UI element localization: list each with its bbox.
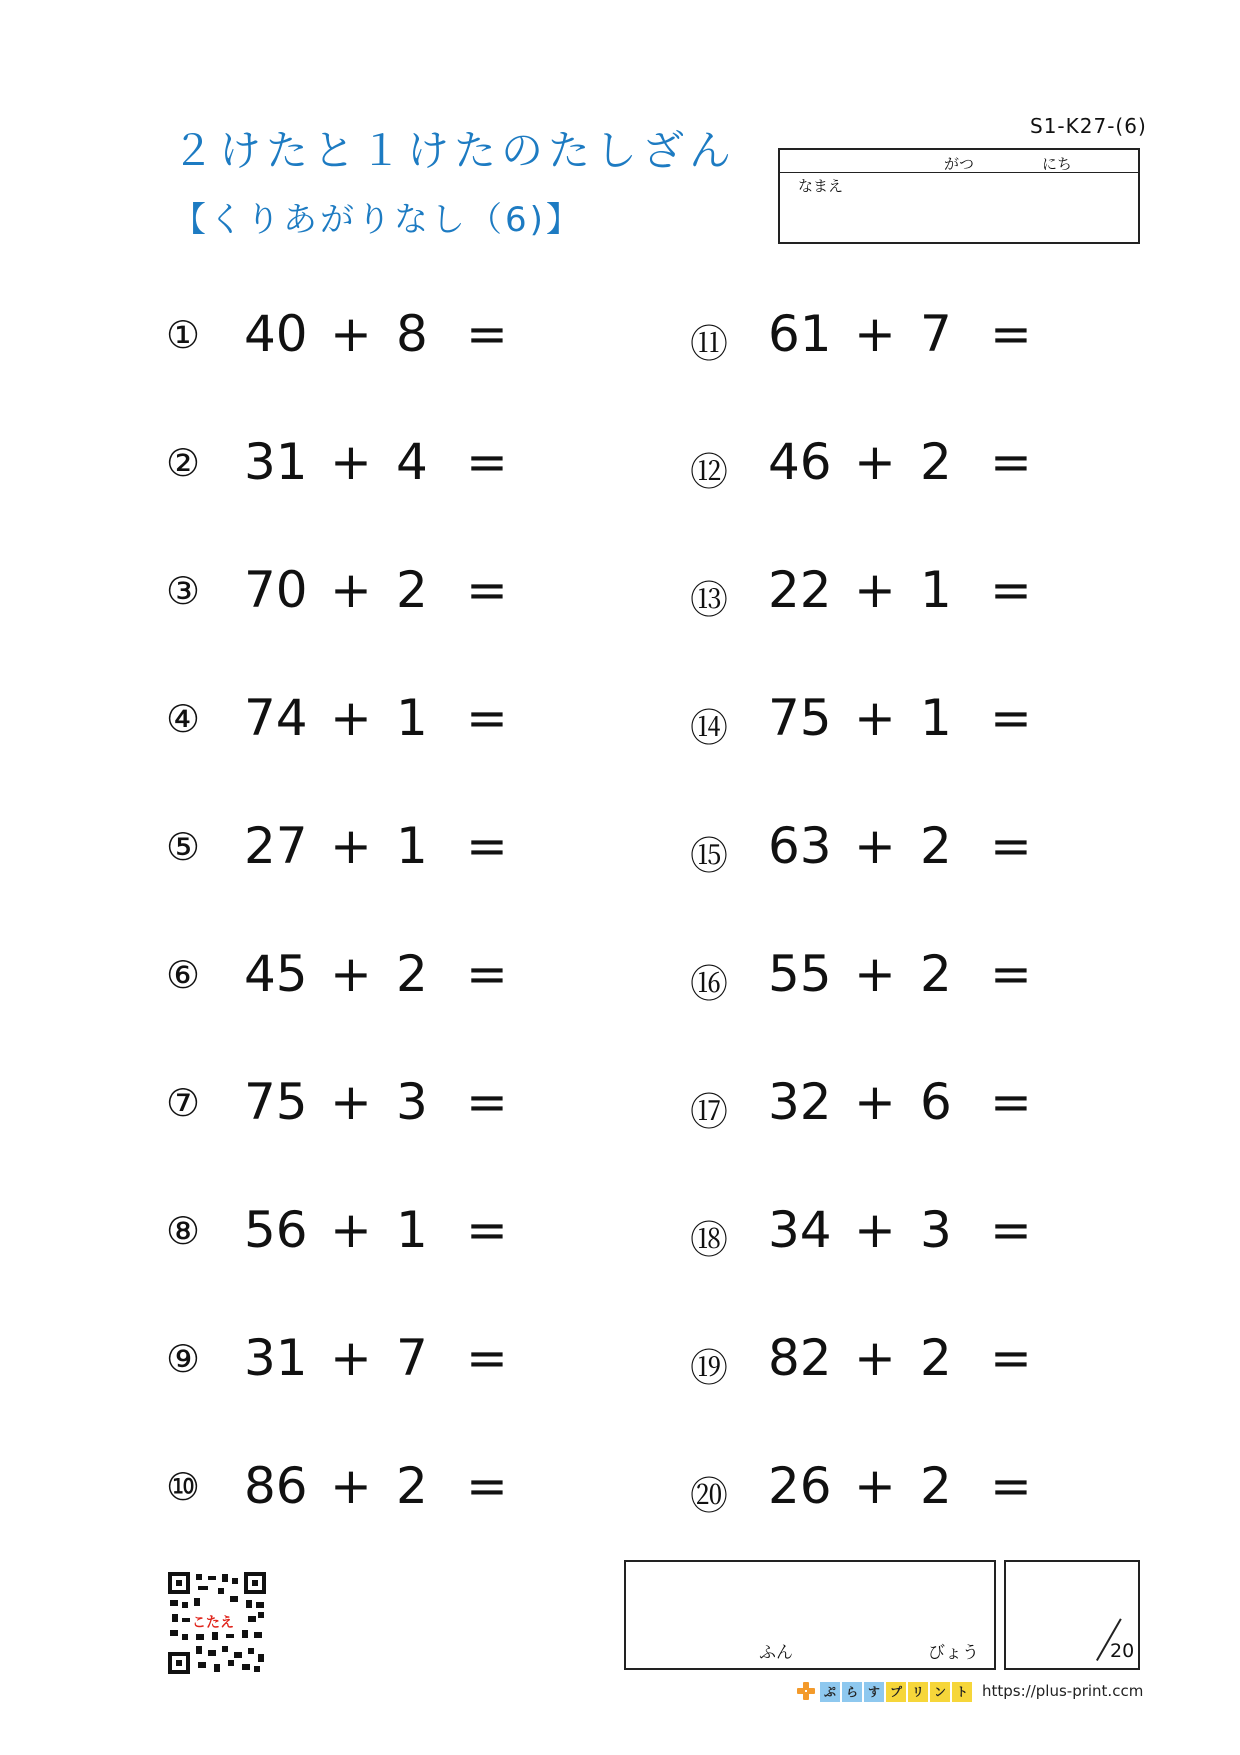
equals-sign: = xyxy=(466,1073,508,1131)
seconds-label: びょう xyxy=(928,1643,979,1663)
equals-sign: = xyxy=(990,1329,1032,1387)
equals-sign: = xyxy=(466,689,508,747)
first-addend: 63 xyxy=(768,817,832,875)
plus-sign: + xyxy=(330,1201,372,1259)
plus-sign: + xyxy=(330,689,372,747)
problem-number: ⑦ xyxy=(166,1081,201,1125)
first-addend: 22 xyxy=(768,561,832,619)
problem-number: ⑲ xyxy=(690,1346,729,1390)
logo-tile: す xyxy=(864,1682,884,1702)
equals-sign: = xyxy=(466,305,508,363)
problem-number: ⑬ xyxy=(690,578,729,622)
second-addend: 3 xyxy=(396,1073,428,1131)
plus-sign: + xyxy=(854,1073,896,1131)
second-addend: 2 xyxy=(920,433,952,491)
name-label: なまえ xyxy=(798,177,844,195)
first-addend: 61 xyxy=(768,305,832,363)
first-addend: 31 xyxy=(244,1329,308,1387)
logo-tile: ぷ xyxy=(820,1682,840,1702)
plus-sign: + xyxy=(854,1201,896,1259)
second-addend: 2 xyxy=(396,1457,428,1515)
logo-tile: リ xyxy=(908,1682,928,1702)
problem-number: ⑮ xyxy=(690,834,729,878)
equals-sign: = xyxy=(990,561,1032,619)
problem-number: ① xyxy=(166,313,201,357)
plus-sign: + xyxy=(330,561,372,619)
first-addend: 56 xyxy=(244,1201,308,1259)
problem-number: ⑰ xyxy=(690,1090,729,1134)
second-addend: 2 xyxy=(920,1329,952,1387)
first-addend: 55 xyxy=(768,945,832,1003)
equals-sign: = xyxy=(990,689,1032,747)
page-subtitle: 【くりあがりなし（6)】 xyxy=(172,200,583,240)
first-addend: 34 xyxy=(768,1201,832,1259)
equals-sign: = xyxy=(466,817,508,875)
problem-number: ③ xyxy=(166,569,201,613)
equals-sign: = xyxy=(466,561,508,619)
second-addend: 2 xyxy=(920,817,952,875)
first-addend: 45 xyxy=(244,945,308,1003)
first-addend: 75 xyxy=(244,1073,308,1131)
problem-number: ⑩ xyxy=(166,1465,201,1509)
equals-sign: = xyxy=(466,433,508,491)
worksheet-code: S1-K27-(6) xyxy=(1030,114,1147,138)
equals-sign: = xyxy=(990,1457,1032,1515)
score-total: 20 xyxy=(1110,1640,1135,1662)
logo-tile: ら xyxy=(842,1682,862,1702)
plus-sign: + xyxy=(854,689,896,747)
plus-sign: + xyxy=(330,945,372,1003)
first-addend: 75 xyxy=(768,689,832,747)
logo-tile: ン xyxy=(930,1682,950,1702)
plus-sign: + xyxy=(330,817,372,875)
first-addend: 82 xyxy=(768,1329,832,1387)
second-addend: 2 xyxy=(396,561,428,619)
equals-sign: = xyxy=(990,1073,1032,1131)
plus-sign: + xyxy=(854,1457,896,1515)
plus-sign: + xyxy=(330,433,372,491)
second-addend: 2 xyxy=(920,1457,952,1515)
first-addend: 26 xyxy=(768,1457,832,1515)
plus-sign: + xyxy=(330,1073,372,1131)
page-title: ２けたと１けたのたしざん xyxy=(172,126,737,175)
name-date-box[interactable] xyxy=(778,148,1140,244)
second-addend: 4 xyxy=(396,433,428,491)
answer-qr-label: こたえ xyxy=(190,1612,236,1632)
plus-sign: + xyxy=(854,945,896,1003)
second-addend: 3 xyxy=(920,1201,952,1259)
plus-sign: + xyxy=(854,561,896,619)
equals-sign: = xyxy=(990,817,1032,875)
second-addend: 1 xyxy=(920,561,952,619)
equals-sign: = xyxy=(990,305,1032,363)
first-addend: 31 xyxy=(244,433,308,491)
equals-sign: = xyxy=(466,1201,508,1259)
equals-sign: = xyxy=(990,433,1032,491)
problem-number: ⑭ xyxy=(690,706,729,750)
second-addend: 2 xyxy=(920,945,952,1003)
month-label: がつ xyxy=(944,155,975,173)
problem-number: ② xyxy=(166,441,201,485)
first-addend: 40 xyxy=(244,305,308,363)
first-addend: 70 xyxy=(244,561,308,619)
plus-sign: + xyxy=(330,1457,372,1515)
date-row xyxy=(780,150,1138,173)
plus-sign: + xyxy=(854,1329,896,1387)
second-addend: 1 xyxy=(396,689,428,747)
problem-number: ⑤ xyxy=(166,825,201,869)
logo-tile: ト xyxy=(952,1682,972,1702)
first-addend: 74 xyxy=(244,689,308,747)
minutes-label: ふん xyxy=(759,1643,793,1663)
site-url[interactable]: https://plus-print.ccm xyxy=(982,1682,1144,1700)
equals-sign: = xyxy=(466,945,508,1003)
problem-number: ⑥ xyxy=(166,953,201,997)
plus-sign: + xyxy=(854,305,896,363)
problem-number: ⑱ xyxy=(690,1218,729,1262)
plus-logo-icon xyxy=(796,1681,816,1701)
second-addend: 1 xyxy=(396,1201,428,1259)
equals-sign: = xyxy=(466,1457,508,1515)
equals-sign: = xyxy=(990,1201,1032,1259)
plus-sign: + xyxy=(330,1329,372,1387)
first-addend: 46 xyxy=(768,433,832,491)
problem-number: ⑨ xyxy=(166,1337,201,1381)
second-addend: 6 xyxy=(920,1073,952,1131)
time-box[interactable] xyxy=(624,1560,996,1670)
first-addend: 86 xyxy=(244,1457,308,1515)
problem-number: ⑫ xyxy=(690,450,729,494)
plus-sign: + xyxy=(854,817,896,875)
first-addend: 32 xyxy=(768,1073,832,1131)
first-addend: 27 xyxy=(244,817,308,875)
second-addend: 7 xyxy=(920,305,952,363)
problem-number: ⑪ xyxy=(690,322,729,366)
problem-number: ⑧ xyxy=(166,1209,201,1253)
problem-number: ⑳ xyxy=(690,1474,729,1518)
second-addend: 1 xyxy=(396,817,428,875)
plus-sign: + xyxy=(854,433,896,491)
second-addend: 2 xyxy=(396,945,428,1003)
day-label: にち xyxy=(1042,155,1073,173)
second-addend: 7 xyxy=(396,1329,428,1387)
problem-number: ⑯ xyxy=(690,962,729,1006)
score-box[interactable] xyxy=(1004,1560,1140,1670)
second-addend: 8 xyxy=(396,305,428,363)
problem-number: ④ xyxy=(166,697,201,741)
equals-sign: = xyxy=(990,945,1032,1003)
plus-sign: + xyxy=(330,305,372,363)
equals-sign: = xyxy=(466,1329,508,1387)
second-addend: 1 xyxy=(920,689,952,747)
logo-tile: プ xyxy=(886,1682,906,1702)
